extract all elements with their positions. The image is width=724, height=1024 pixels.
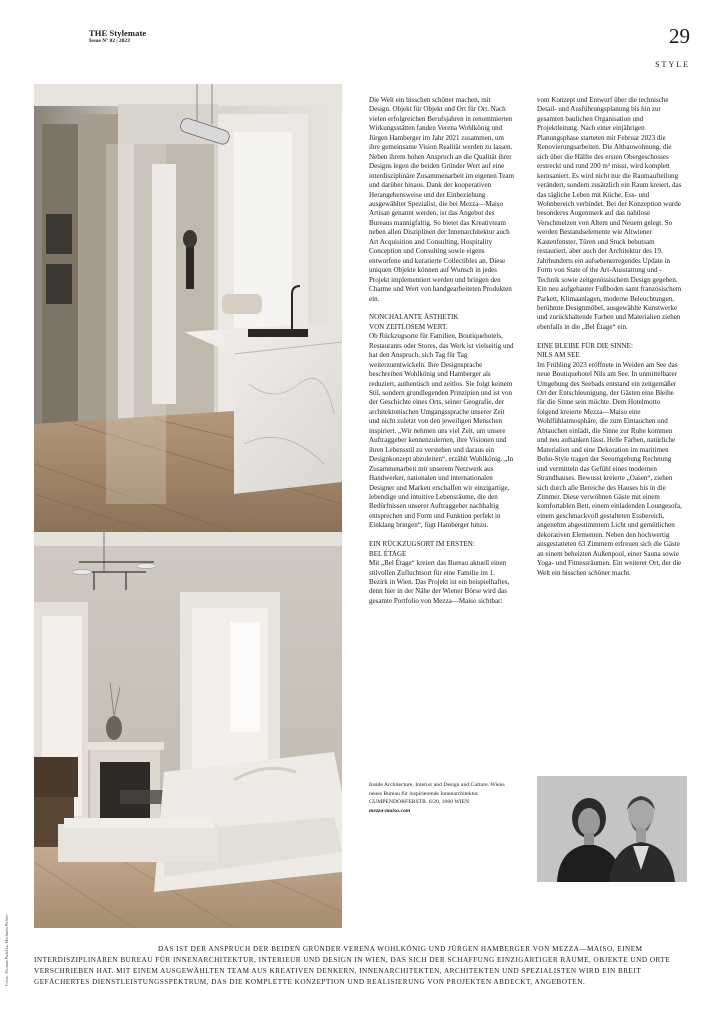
section-heading-1 [369, 313, 514, 332]
article-body-3: vom Konzept und Entwurf über die technische Detail- und Ausführungsplanung bis hin zur gesamten baulichen Organisation und Projektleitung. Nach einer einjährigen Planungsphase starteten mit Februar 2023 die Renovierungsarbeiten. Die Altbauwohnung, die sich über die Hälfte des ersten Obergeschosses erstreckt und rund 200 m² misst, wird komplett kernsaniert. Es wird nicht nur die Raumaufteilung verändert, sondern zusätzlich ein Raum kreiert, das das tägliche Leben mit Küche, Ess- und Wohnbereich verbindet. Bei der Konzeption wurde besonderes Augenmerk auf das nahtlose Verschmelzen von Altem und Neuem gelegt. So werden Bestandselemente wie Altwiener Kastenfenster, Türen und Stuck behutsam restauriert, aber auch der Architektur des 19. Jahrhunderts ein aufsehenerregendes Update in Form von State of the Art-Ausstattung und -Technik sowie zeitgenössischem Design gegeben. Ein neu aufgebauter Fußboden samt französischem Parkett, Klimaanlagen, moderne Beleuchtungen, berühmte Designmöbel, ausgewählte Kunstwerke und zurückhaltende Farben und Materialien ziehen ebenfalls in die „Bel Étage“ ein. [537, 96, 682, 331]
footer-statement: DAS IST DER ANSPRUCH DER BEIDEN GRÜNDER VERENA WOHLKÖNIG UND JÜRGEN HAMBERGER VON MEZZA—MAISO, EINEM INTERDISZIPLINÄREN BUREAU FÜR INNENARCHITEKTUR, INTERIEUR UND DESIGN IN WIEN, DAS SICH DER SCHAFFUNG EINZIGARTIGER RÄUME, OBJEKTE UND ORTE VERSCHRIEBEN HAT. MIT EINEM AUSGEWÄHLTEN TEAM AUS KREATIVEN DENKERN, INNENARCHITEKTEN, ARCHITEKTEN UND SPEZIALISTEN WIRD EIN BREIT GEFÄCHERTES DIENSTLEISTUNGSSPEKTRUM, DAS DIE KOMPLETTE KONZEPTION UND REALISIERUNG VON PROJEKTEN ABDECKT, ANGEBOTEN. [34, 945, 671, 986]
info-box [369, 781, 519, 815]
photo-credit: Fotos: Thomas Pudelka, Michaela Pichler [4, 914, 9, 986]
kitchen-interior-photo [34, 84, 342, 532]
article-body-4: Im Frühling 2023 eröffnete in Weiden am See das neue Boutiquehotel Nils am See. In unmittelbarer Umgebung des Seebads entstand ein zeitgemäßer Ort der Entschleunigung, der Gästen eine Bleibe für die Sinne sein möchte. Dem Hotelmotto folgend kreierte Mezza—Maiso eine Wohlfühlatmosphäre, die zum Eintauchen und Abtauchen einlädt, die Sinne zur Ruhe kommen und neu auftanken lässt. Helle Farben, natürliche Materialien und eine Dekoration im maritimen Boho-Style tragen der Seeumgebung Rechnung und vermitteln das Gefühl eines modernen Strandhauses. Bewusst kreierte „Oasen“, ziehen sich durch alle Bereiche des Hauses bis in die Zimmer. Diese verwöhnen Gäste mit einem komfortablen Bett, einem einladenden Loungesofa, einem geschmackvoll gestalteten Essbereich, angenehm abgestimmtem Licht und gemütlichen dekorativen Elementen. Neben den hochwertig ausgestatteten 63 Zimmern erfreuen sich die Gäste an einem beheizten Außenpool, einer Sauna sowie Yoga- und Fitnessräumen. Ein weiterer Ort, der die Welt ein bisschen schöner macht. [537, 360, 682, 577]
founders-portrait-photo [537, 776, 687, 882]
heading-line: EINE BLEIBE FÜR DIE SINNE: [537, 341, 633, 350]
section-heading-3 [537, 342, 682, 361]
issue-label: Issue Nº 02 | 2023 [89, 38, 130, 44]
section-heading-2 [369, 540, 514, 559]
living-room-interior-photo [34, 532, 342, 928]
article-column-left [369, 96, 514, 606]
heading-line: NONCHALANTE ÄSTHETIK [369, 313, 459, 322]
article-body-2: Mit „Bel Étage“ kreiert das Bureau aktuell einen stilvollen Zufluchtsort für eine Familie im 1. Bezirk in Wien. Das Projekt ist ein beispielhaftes, denn hier in der Nähe der Wiener Börse wird das gesamte Portfolio von Mezza—Maiso sichtbar: [369, 559, 510, 605]
heading-line: BEL ÉTAGE [369, 549, 407, 558]
heading-line: EIN RÜCKZUGSORT IM ERSTEN: [369, 540, 475, 549]
website-link[interactable]: mezza-maiso.com [369, 807, 411, 814]
article-column-right [537, 96, 682, 578]
heading-line: VON ZEITLOSEM WERT. [369, 322, 448, 331]
article-body-1: Ob Rückzugsorte für Familien, Boutiquehotels, Restaurants oder Stores, das Werk ist vielseitig und hat den Anspruch, sich Tag für Tag weiterzuentwickeln. Ihre Designsprache beschreiben Wohlkönig und Hamberger als reduziert, authentisch und zeitlos. Sie folgt keinem Stil, sondern grundlegenden Prinzipien und ist von der Geschichte eines Orts, seiner Geografie, der architektonischen Umgangssprache unserer Zeit und nicht zuletzt von den jeweiligen Menschen inspiriert. „Wir nehmen uns viel Zeit, um unsere Auftraggeber kennenzulernen, ihre Visionen und ihren Lebensstil zu verstehen und daraus ein Designkonzept abzuleiten“, erzählt Wohlkönig. „In Zusammenarbeit mit unserem Netzwerk aus Handwerker, nationalen und internationalen Designer und Marken erschaffen wir einzigartige, lebendige und intuitive Lebensräume, die den Bedürfnissen unserer Auftraggeber nachhaltig entsprechen und Form und Funktion perfekt in Einklang bringen“, fügt Hamberger hinzu. [369, 332, 514, 530]
page-number: 29 [669, 24, 690, 48]
info-address: GUMPENDORFERSTR. 6/20, 1060 WIEN [369, 799, 470, 806]
article-intro: Die Welt ein bisschen schöner machen, mit Design. Objekt für Objekt und Ort für Ort. Nach vielen erfolgreichen Berufsjahren in renommierten Wirkungsstätten fanden Verena Wohlkönig und Jürgen Hamberger im Jahr 2021 zusammen, um ihre gemeinsame Vision Realität werden zu lassen. Neben ihrem hohen Anspruch an die Qualität ihrer Designs legen die beiden Gründer Wert auf eine interdisziplinäre Zusammenarbeit im eigenen Team und darüber hinaus. Dank der kooperativen Herangehensweise und der Einbeziehung ausgewählter Spezialist, die bei Mezza—Maiso Artisan genannt werden, ist das Angebot des Bureaus mannigfaltig. So bietet das Kreativteam neben allen Disziplinen der Innenarchitektur auch Art Acquisition and Consulting, Hospitality Conception und Consulting sowie eigens entworfene und kuratierte Collectibles an. Diese uniquen Objekte können auf Wunsch in jedes Projekt implementiert werden und bringen den Charme und Wert von handgearbeiteten Produkten ein. [369, 96, 514, 303]
heading-line: NILS AM SEE [537, 351, 580, 360]
info-description: Inside Architecture, Interior and Design and Culture. Wiens neues Bureau für inspirierende Innenarchitektur. [369, 782, 505, 797]
section-label: STYLE [655, 60, 690, 69]
magazine-name: THE Stylemate [89, 28, 147, 38]
